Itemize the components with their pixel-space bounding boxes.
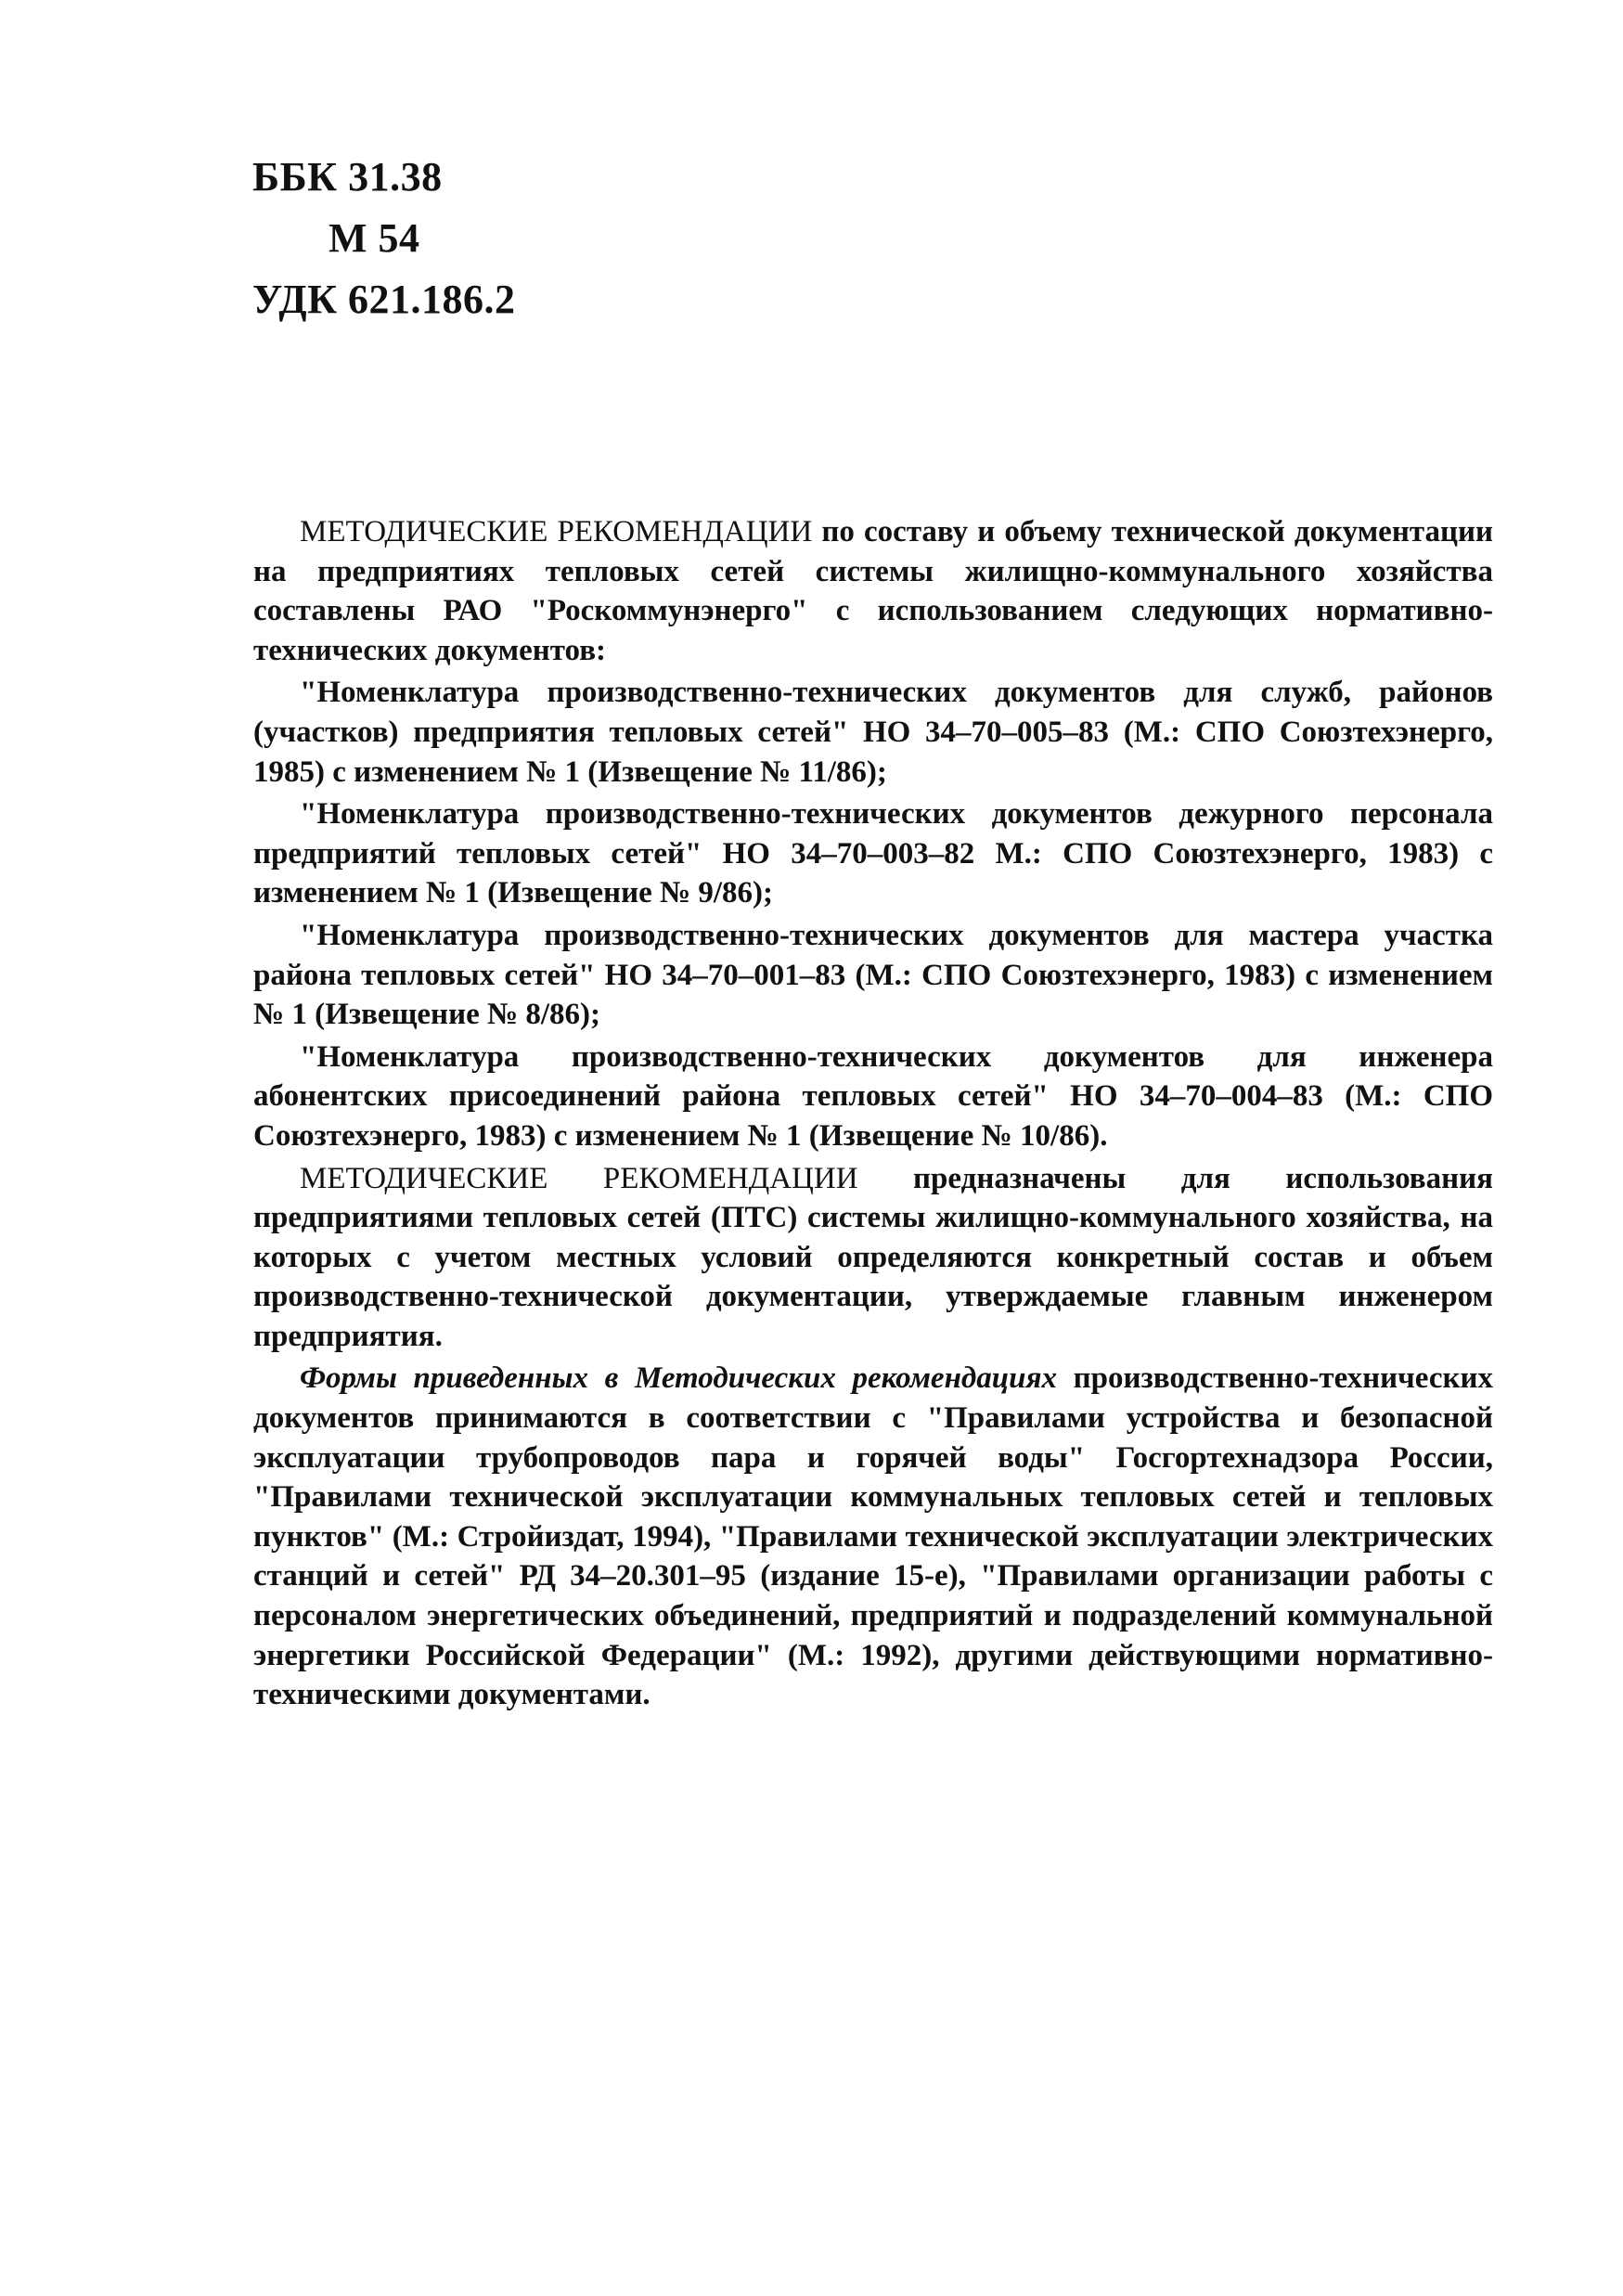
paragraph-doc-1: [253, 673, 1493, 792]
udk-index: УДК 621.186.2: [252, 277, 516, 322]
paragraph-lead: Формы приведенных в Методических рекомендациях: [300, 1361, 1057, 1396]
paragraph-doc-3: [253, 916, 1493, 1035]
classification-block: [252, 147, 516, 330]
bbk-index: ББК 31.38: [252, 154, 443, 200]
paragraph-text: "Номенклатура производственно-технических документов для инженера абонентских присоединений района тепловых сетей" НО 34–70–004–83 (М.: СПО Союзтехэнерго, 1983) с изменением № 1 (Извещение № 10/86).: [253, 1039, 1493, 1153]
paragraph-text: "Номенклатура производственно-технических документов для мастера участка района тепловых сетей" НО 34–70–001–83 (М.: СПО Союзтехэнерго, 1983) с изменением № 1 (Извещение № 8/86);: [253, 918, 1493, 1032]
paragraph-text: по составу и объему технической документации на предприятиях тепловых сетей системы жилищно-коммунального хозяйства составлены РАО "Роскоммунэнерго" с использованием следующих нормативно-технических документов:: [253, 515, 1493, 667]
author-sign: М 54: [328, 215, 420, 261]
paragraph-text: "Номенклатура производственно-технических документов для служб, районов (участков) предприятия тепловых сетей" НО 34–70–005–83 (М.: СПО Союзтехэнерго, 1985) с изменением № 1 (Извещение № 11/86);: [253, 676, 1493, 789]
paragraph-purpose: [253, 1159, 1493, 1357]
paragraph-text: "Номенклатура производственно-технических документов дежурного персонала предприятий тепловых сетей" НО 34–70–003–82 М.: СПО Союзтехэнерго, 1983) с изменением № 1 (Извещение № 9/86);: [253, 797, 1493, 910]
paragraph-doc-2: [253, 794, 1493, 913]
paragraph-intro: [253, 512, 1493, 670]
paragraph-doc-4: [253, 1038, 1493, 1156]
body-text: [253, 512, 1493, 1715]
paragraph-text: предназначены для использования предприятиями тепловых сетей (ПТС) системы жилищно-коммунального хозяйства, на которых с учетом местных условий определяются конкретный состав и объем производственно-технической документации, утверждаемые главным инженером предприятия.: [253, 1161, 1493, 1353]
paragraph-lead: МЕТОДИЧЕСКИЕ РЕКОМЕНДАЦИИ: [300, 515, 813, 548]
paragraph-text: производственно-технических документов принимаются в соответствии с "Правилами устройства и безопасной эксплуатации трубопроводов пара и горячей воды" Госгортехнадзора России, "Правилами технической эксплуатации коммунальных тепловых сетей и тепловых пунктов" (М.: Стройиздат, 1994), "Правилами технической эксплуатации электрических станций и сетей" РД 34–20.301–95 (издание 15-е), "Правилами организации работы с персоналом энергетических объединений, предприятий и подразделений коммунальной энергетики Российской Федерации" (М.: 1992), другими действующими нормативно-техническими документами.: [253, 1361, 1493, 1712]
paragraph-forms: [253, 1359, 1493, 1714]
paragraph-lead: МЕТОДИЧЕСКИЕ РЕКОМЕНДАЦИИ: [300, 1161, 858, 1195]
